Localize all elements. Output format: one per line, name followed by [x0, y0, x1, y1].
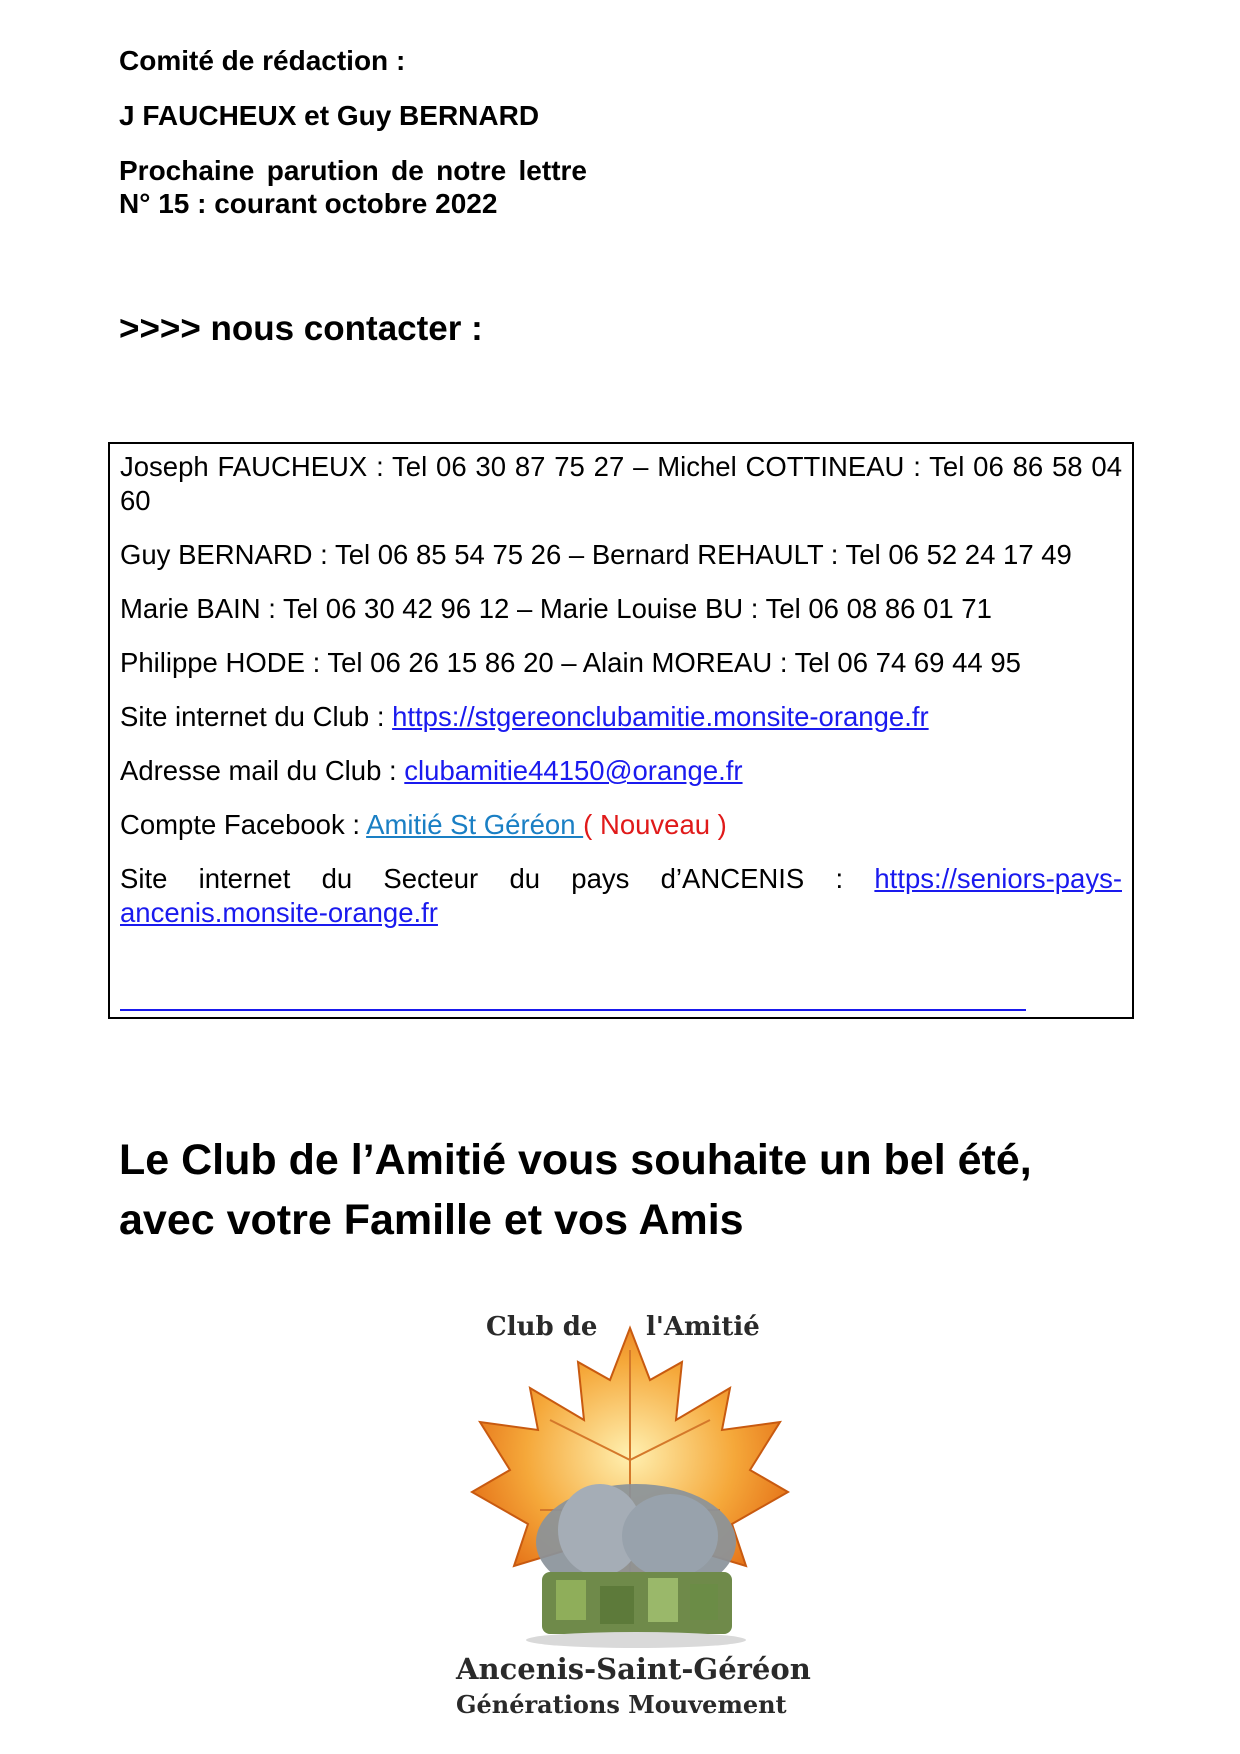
facebook-label: Compte Facebook :	[120, 809, 367, 840]
contact-line-4: Philippe HODE : Tel 06 26 15 86 20 – Alain MOREAU : Tel 06 74 69 44 95	[120, 647, 1021, 678]
facebook-line	[120, 808, 1122, 842]
logo-subtitle: Générations Mouvement	[456, 1690, 787, 1719]
club-mail-link[interactable]: clubamitie44150@orange.fr	[404, 755, 743, 786]
contact-box	[108, 442, 1134, 1019]
contact-line-1: Joseph FAUCHEUX : Tel 06 30 87 75 27 – Michel COTTINEAU : Tel 06 86 58 04 60	[120, 451, 1122, 516]
sector-site-line	[120, 862, 1122, 930]
logo-city: Ancenis-Saint-Géréon	[456, 1652, 811, 1686]
empty-link-underline	[120, 1009, 1026, 1011]
contact-heading: >>>> nous contacter :	[119, 309, 483, 348]
logo-title-left: Club de	[486, 1312, 598, 1342]
new-badge: ( Nouveau )	[583, 809, 727, 840]
club-site-line	[120, 700, 1122, 734]
facebook-link[interactable]: Amitié St Géréon	[366, 809, 584, 840]
club-mail-label: Adresse mail du Club :	[120, 755, 405, 786]
committee-names: J FAUCHEUX et Guy BERNARD	[119, 100, 540, 131]
committee-heading: Comité de rédaction :	[119, 45, 406, 76]
editorial-committee	[119, 44, 587, 241]
summer-wish: Le Club de l’Amitié vous souhaite un bel été, avec votre Famille et vos Amis	[119, 1136, 1032, 1244]
sector-site-link[interactable]: https://seniors-pays-ancenis.monsite-orange.fr	[120, 863, 1122, 928]
club-mail-line	[120, 754, 1122, 788]
maple-leaf-icon	[450, 1310, 810, 1650]
club-logo	[450, 1310, 810, 1720]
contact-line-2: Guy BERNARD : Tel 06 85 54 75 26 – Bernard REHAULT : Tel 06 52 24 17 49	[120, 539, 1072, 570]
club-site-label: Site internet du Club :	[120, 701, 393, 732]
next-issue-note: Prochaine parution de notre lettre N° 15 : courant octobre 2022	[119, 155, 587, 219]
sector-site-label: Site internet du Secteur du pays d’ANCENIS :	[120, 863, 875, 894]
logo-title-right: l'Amitié	[646, 1312, 760, 1342]
contact-line-3: Marie BAIN : Tel 06 30 42 96 12 – Marie Louise BU : Tel 06 08 86 01 71	[120, 593, 992, 624]
club-site-link[interactable]: https://stgereonclubamitie.monsite-orange.fr	[392, 701, 929, 732]
